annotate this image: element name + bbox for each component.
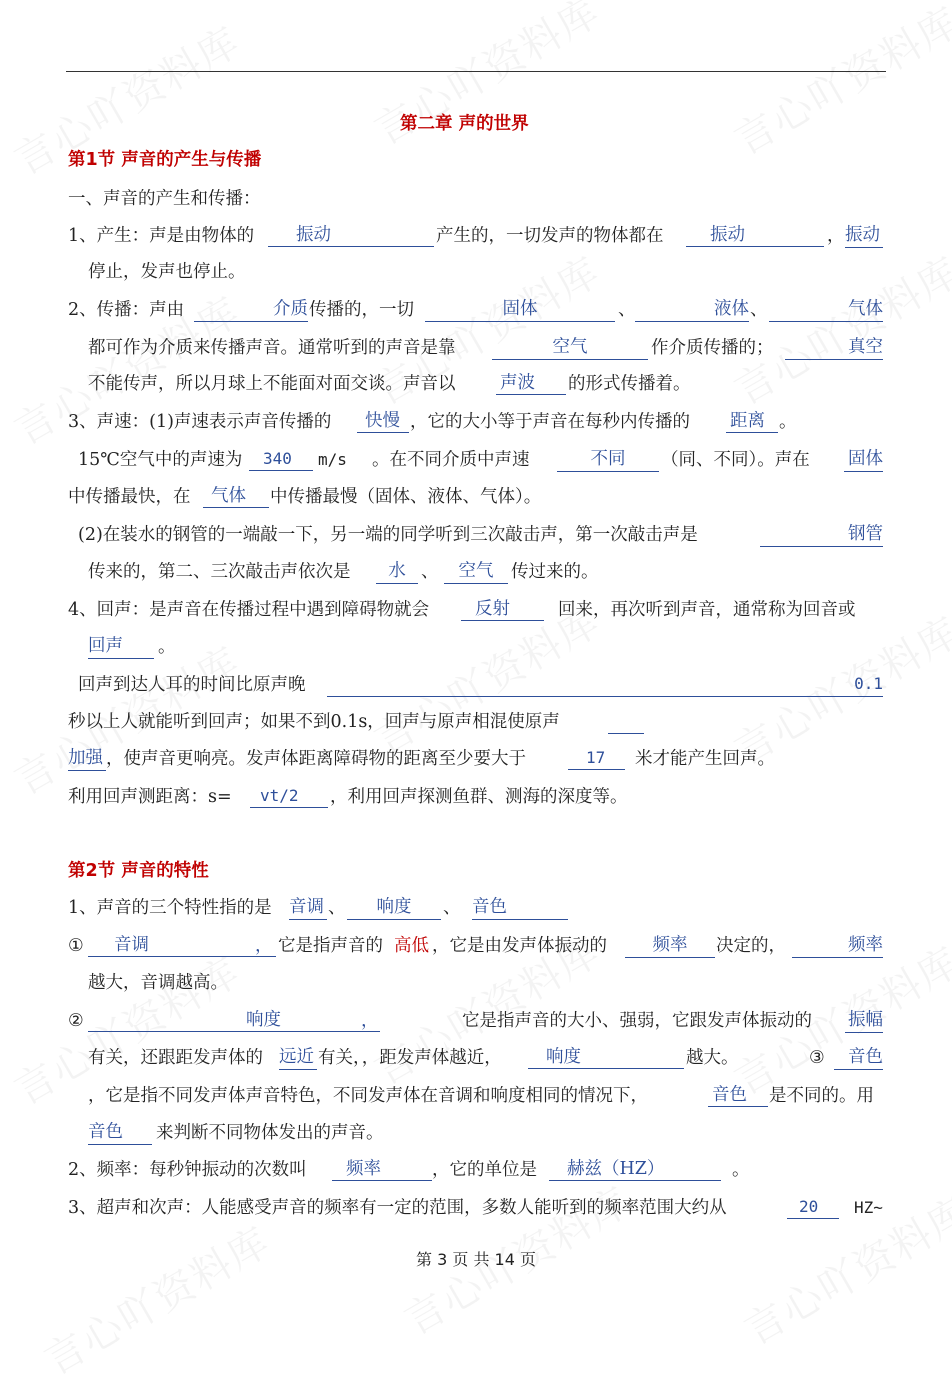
chapter-title: 第二章 声的世界	[400, 114, 529, 134]
watermark	[723, 0, 952, 166]
text: 回来，再次听到声音，通常称为回音或	[558, 600, 856, 620]
text: 越大，音调越高。	[88, 973, 228, 993]
unit: HZ~	[854, 1198, 883, 1217]
answer-blank: 远近	[279, 1045, 317, 1070]
answer-blank: 频率	[332, 1157, 432, 1181]
answer-blank-line	[608, 709, 644, 734]
text: ，它是由发声体振动的	[432, 936, 607, 956]
answer-blank: 音色	[472, 895, 568, 920]
answer-blank: 赫兹（HZ）	[549, 1157, 721, 1181]
answer-blank: 振动	[268, 223, 434, 247]
answer-blank: 响度	[347, 895, 441, 920]
text: 是不同的。用	[769, 1086, 874, 1106]
answer-blank: 快慢	[357, 409, 409, 433]
text: 3、声速：(1)声速表示声音传播的	[68, 412, 332, 432]
text: 都可作为介质来传播声音。通常听到的声音是靠	[88, 338, 456, 358]
text: ，它是指不同发声体声音特色，不同发声体在音调和响度相同的情况下，	[88, 1086, 648, 1106]
text: 传过来的。	[511, 562, 599, 582]
text: 4、回声：是声音在传播过程中遇到障碍物就会	[68, 600, 430, 620]
text: 它是指声音的	[278, 936, 383, 956]
answer-blank: 响度	[528, 1045, 684, 1069]
answer-blank: 不同	[557, 447, 659, 472]
answer-blank: 气体	[769, 297, 883, 322]
section-title-2: 第2节 声音的特性	[68, 861, 209, 881]
text: 、	[421, 562, 439, 582]
answer-blank: 反射	[461, 597, 544, 621]
text: 秒以上人就能听到回声；如果不到0.1s，回声与原声相混使原声	[68, 712, 560, 732]
header-rule	[66, 71, 886, 72]
watermark	[33, 1211, 280, 1386]
text: ，它的大小等于声音在每秒内传播的	[410, 412, 690, 432]
page-footer: 第 3 页 共 14 页	[416, 1250, 536, 1269]
text: 停止，发声也停止。	[88, 262, 246, 282]
text: ，	[361, 1011, 379, 1031]
unit: m/s	[318, 450, 347, 469]
circled-number: ③	[809, 1048, 825, 1068]
answer-blank: 固体	[425, 297, 615, 322]
text: ，它的单位是	[432, 1160, 537, 1180]
text: 、	[750, 300, 768, 320]
answer-blank: 水	[376, 559, 418, 584]
answer-blank: 频率	[625, 933, 715, 958]
answer-blank: 声波	[496, 371, 566, 395]
answer-blank: 20	[787, 1195, 839, 1219]
text: 传播的，一切	[309, 300, 414, 320]
answer-blank: 频率	[792, 933, 883, 958]
text: (2)在装水的钢管的一端敲一下，另一端的同学听到三次敲击声，第一次敲击声是	[78, 525, 698, 545]
answer-blank: vt/2	[250, 784, 328, 808]
text: 米才能产生回声。	[635, 749, 775, 769]
text: 来判断不同物体发出的声音。	[156, 1123, 384, 1143]
text: 。	[779, 412, 797, 432]
text: 有关，还跟距发声体的	[88, 1048, 263, 1068]
text: 中传播最慢（固体、液体、气体）。	[270, 487, 542, 507]
text: 产生的，一切发声的物体都在	[436, 226, 664, 246]
answer-blank: 距离	[726, 409, 778, 433]
text: 、	[328, 898, 346, 918]
answer-blank: 17	[568, 746, 625, 770]
answer-blank: 固体	[844, 447, 883, 472]
text: 。	[732, 1160, 750, 1180]
text: 作介质传播的；	[651, 338, 774, 358]
text: 2、频率：每秒钟振动的次数叫	[68, 1160, 307, 1180]
answer-blank: 振幅	[845, 1008, 883, 1033]
answer-blank: 音调	[88, 933, 276, 957]
answer-blank: 液体	[635, 297, 749, 322]
text: 15℃空气中的声速为	[78, 450, 243, 470]
answer-blank: 音调	[289, 895, 327, 920]
text: 。在不同介质中声速	[372, 450, 530, 470]
circled-number: ①	[68, 936, 84, 956]
text: 越大。	[686, 1048, 739, 1068]
answer-blank: 空气	[444, 559, 508, 584]
text: 利用回声测距离：s=	[68, 787, 232, 807]
text: 。	[158, 637, 176, 657]
text: 、	[618, 300, 636, 320]
subheading: 一、声音的产生和传播：	[68, 189, 261, 209]
text: 决定的，	[716, 936, 786, 956]
text: 3、超声和次声：人能感受声音的频率有一定的范围，多数人能听到的频率范围大约从	[68, 1198, 727, 1218]
answer-blank: 音色	[88, 1120, 152, 1145]
answer-blank: 音色	[708, 1083, 768, 1107]
answer-blank: 气体	[203, 484, 269, 508]
answer-blank: 340	[249, 447, 313, 471]
text: ，	[255, 936, 273, 956]
answer-blank: 振动	[845, 223, 883, 248]
answer-blank: 加强	[68, 746, 106, 771]
text: 回声到达人耳的时间比原声晚	[78, 675, 306, 695]
text: 它是指声音的大小、强弱，它跟发声体振动的	[462, 1011, 812, 1031]
answer-blank: 响度	[88, 1008, 380, 1032]
text: ，	[827, 226, 845, 246]
answer-blank: 回声	[88, 634, 154, 659]
answer-blank: 空气	[492, 335, 648, 360]
text: ，利用回声探测鱼群、测海的深度等。	[330, 787, 628, 807]
circled-number: ②	[68, 1011, 84, 1031]
answer-blank: 钢管	[760, 522, 883, 547]
text: 2、传播：声由	[68, 300, 185, 320]
highlight-text: 高低	[394, 936, 429, 956]
text: 1、产生：声是由物体的	[68, 226, 255, 246]
text: ，使声音更响亮。发声体距离障碍物的距离至少要大于	[106, 749, 526, 769]
answer-blank: 音色	[834, 1045, 883, 1070]
text: 有关，，距发声体越近，	[318, 1048, 502, 1068]
answer-blank: 真空	[785, 335, 883, 360]
text: 的形式传播着。	[568, 374, 691, 394]
text: （同、不同）。声在	[661, 450, 810, 470]
text: 中传播最快，在	[68, 487, 191, 507]
text: 不能传声，所以月球上不能面对面交谈。声音以	[88, 374, 456, 394]
answer-blank: 0.1	[327, 672, 883, 697]
section-title-1: 第1节 声音的产生与传播	[68, 150, 262, 170]
answer-blank: 介质	[194, 297, 308, 322]
answer-blank: 振动	[686, 223, 824, 247]
text: 传来的，第二、三次敲击声依次是	[88, 562, 351, 582]
text: 、	[443, 898, 461, 918]
text: 1、声音的三个特性指的是	[68, 898, 272, 918]
